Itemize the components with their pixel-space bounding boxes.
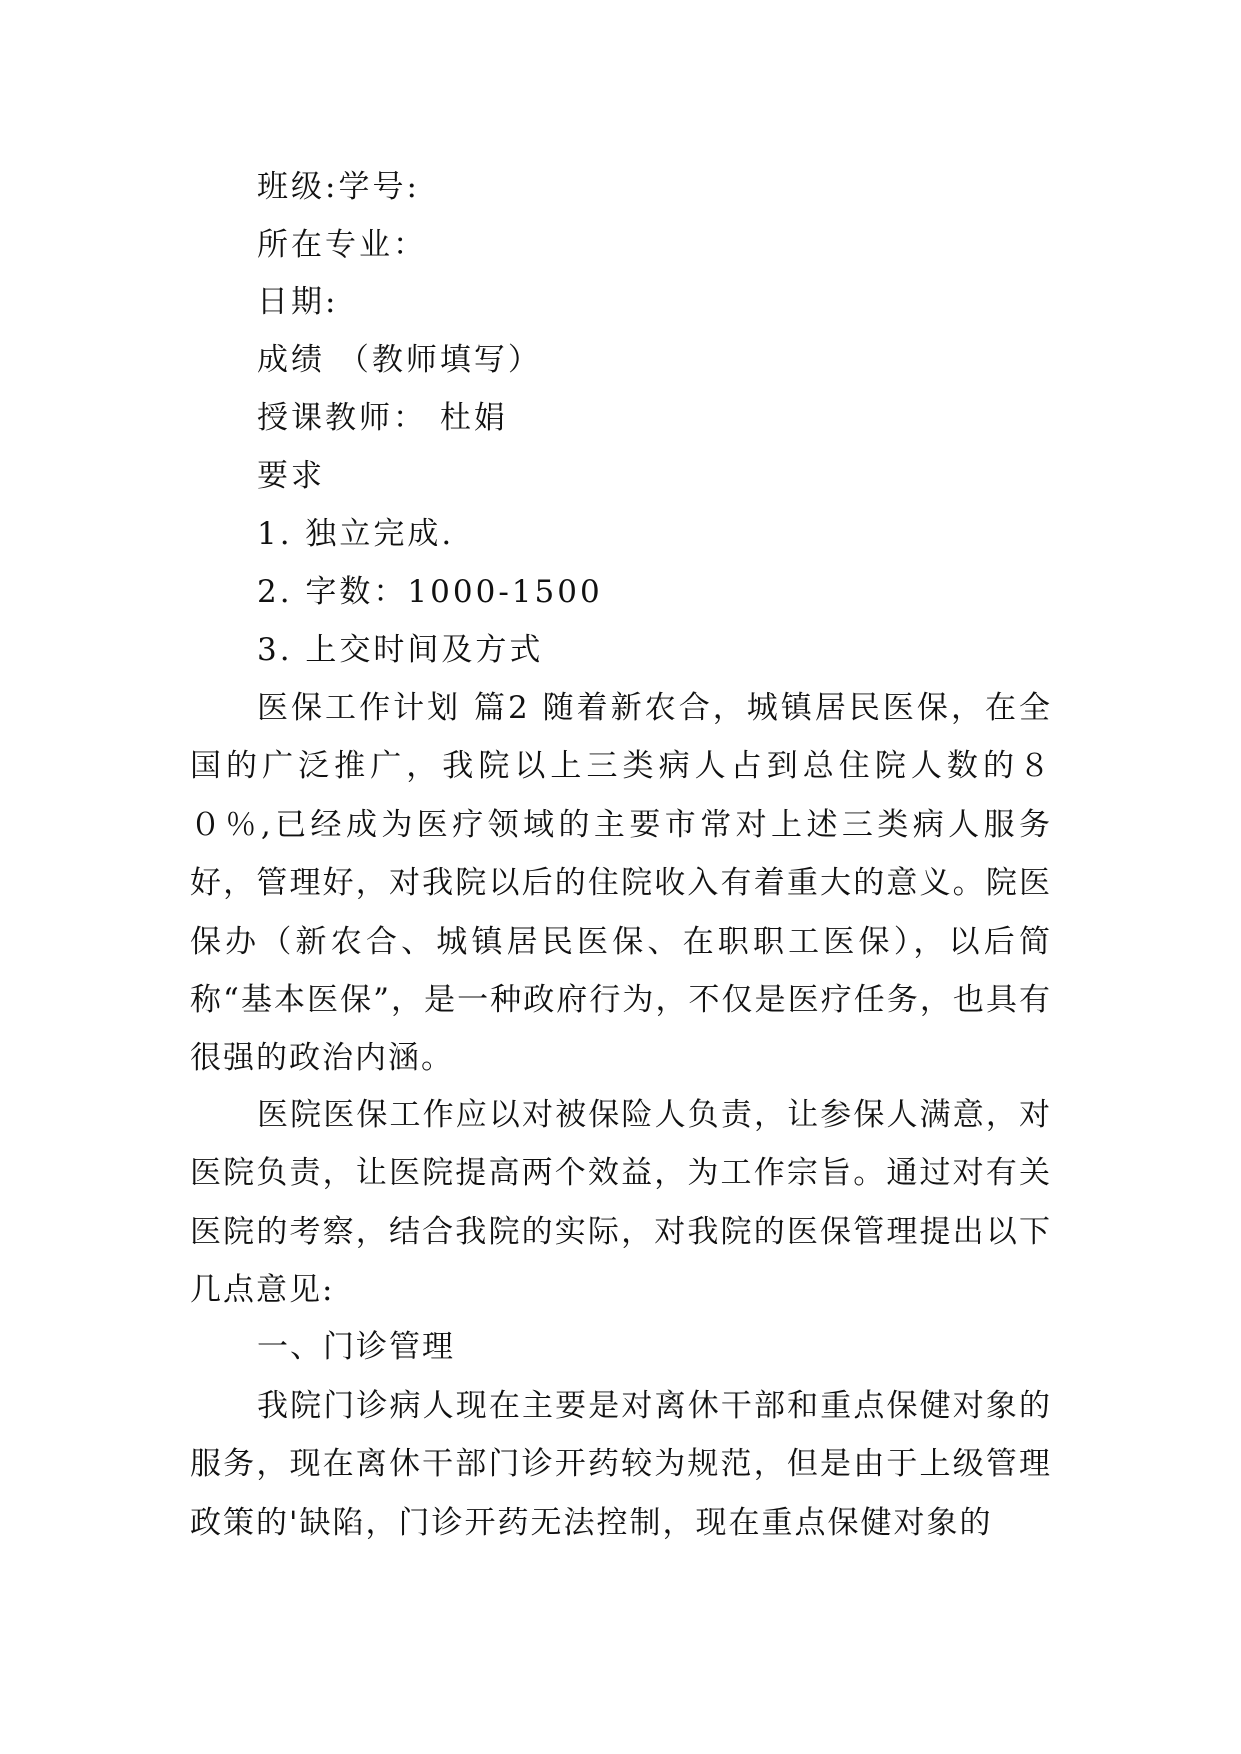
paragraph-outpatient: 我院门诊病人现在主要是对离休干部和重点保健对象的服务，现在离休干部门诊开药较为规范，但是由于上级管理政策的'缺陷，门诊开药无法控制，现在重点保健对象的	[190, 1388, 1052, 1541]
class-student-id-line: 班级:学号:	[257, 169, 420, 205]
paragraph-intro: 医保工作计划 篇2 随着新农合，城镇居民医保，在全国的广泛推广，我院以上三类病人占到总住院人数的８０％,已经成为医疗领域的主要市常对上述三类病人服务好，管理好，对我院以后的住院收入有着重大的意义。院医保办（新农合、城镇居民医保、在职职工医保），以后简称“基本医保”，是一种政府行为，不仅是医疗任务，也具有很强的政治内涵。	[190, 690, 1052, 1077]
requirements-heading: 要求	[257, 458, 325, 494]
requirement-item-3: 3. 上交时间及方式	[257, 632, 544, 668]
major-line: 所在专业：	[257, 227, 427, 263]
paragraph-purpose: 医院医保工作应以对被保险人负责，让参保人满意，对医院负责，让医院提高两个效益，为工作宗旨。通过对有关医院的考察，结合我院的实际，对我院的医保管理提出以下几点意见:	[190, 1097, 1052, 1309]
grade-line: 成绩 （教师填写）	[257, 342, 542, 378]
requirement-item-1: 1. 独立完成.	[257, 516, 455, 552]
date-line: 日期:	[257, 284, 339, 320]
requirement-item-2: 2. 字数：1000-1500	[257, 574, 603, 610]
section-heading-outpatient: 一、门诊管理	[257, 1329, 455, 1365]
teacher-line: 授课教师： 杜娟	[257, 400, 508, 436]
